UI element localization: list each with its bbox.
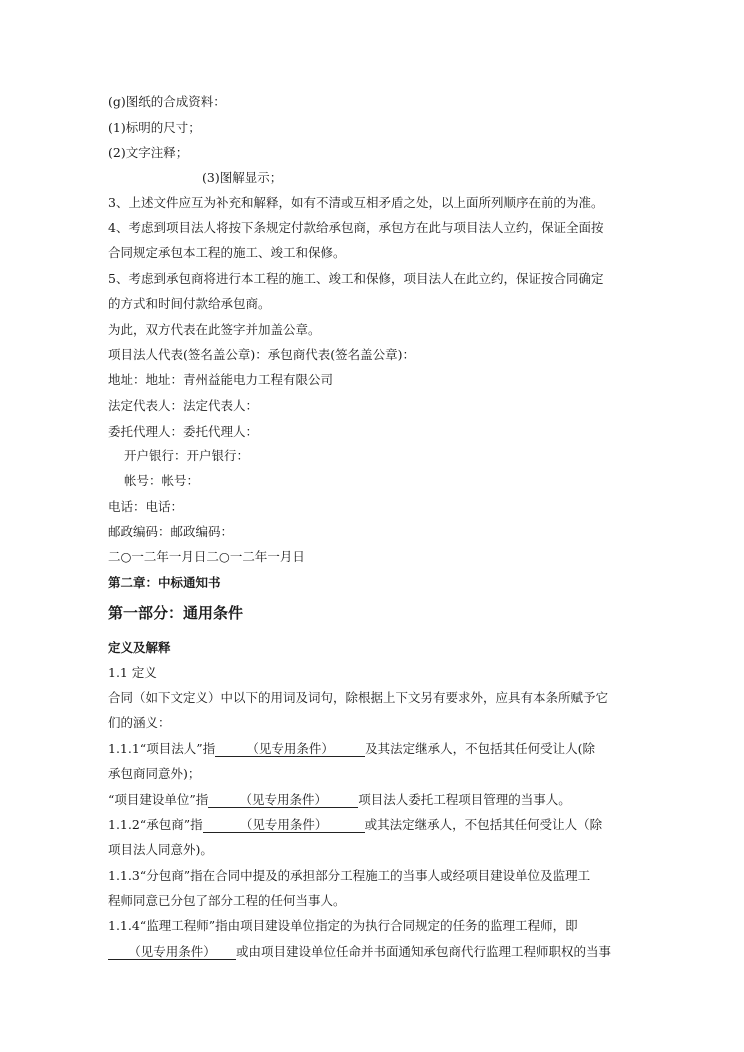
spec-reference: （见专用条件） <box>215 742 365 757</box>
definition-1-1-3-line-2: 程师同意已分包了部分工程的任何当事人。 <box>108 893 346 908</box>
definition-label: 1.1.2“承包商”指 <box>108 817 203 832</box>
bank-line: 开户银行：开户银行： <box>124 448 250 463</box>
postcode-line: 邮政编码：邮政编码： <box>108 524 234 539</box>
clause-4-line-2: 合同规定承包本工程的施工、竣工和保修。 <box>108 245 346 260</box>
subsection-1-1: 1.1 定义 <box>108 665 157 680</box>
definition-1-1-4-line-1: 1.1.4“监理工程师”指由项目建设单位指定的为执行合同规定的任务的监理工程师，即 <box>108 918 578 933</box>
definition-label: “项目建设单位”指 <box>108 792 209 807</box>
text-annotation-item: (2)文字注释； <box>108 145 189 160</box>
definition-text: 或其法定继承人，不包括其任何受让人（除 <box>364 817 603 832</box>
spec-reference: （见专用条件） <box>208 793 358 808</box>
phone-line: 电话：电话： <box>108 499 184 514</box>
chapter-2-title: 第二章：中标通知书 <box>108 575 221 590</box>
date-line: 二○一二年一月日二○一二年一月日 <box>108 549 305 564</box>
definition-building-unit <box>108 792 571 808</box>
representatives-line: 项目法人代表(签名盖公章)：承包商代表(签名盖公章)： <box>108 347 416 362</box>
definition-text: 或由项目建设单位任命并书面通知承包商代行监理工程师职权的当事 <box>236 944 612 959</box>
legal-rep-line: 法定代表人：法定代表人： <box>108 398 259 413</box>
definition-text: 及其法定继承人，不包括其任何受让人(除 <box>365 741 595 756</box>
dimension-item: (1)标明的尺寸； <box>108 120 201 135</box>
agent-line: 委托代理人：委托代理人： <box>108 424 259 439</box>
spec-reference: （见专用条件） <box>203 818 365 833</box>
definition-1-1-2-cont: 项目法人同意外)。 <box>108 842 213 857</box>
address-line: 地址：地址：青州益能电力工程有限公司 <box>108 372 334 387</box>
intro-line-1: 合同（如下文定义）中以下的用词及词句，除根据上下文另有要求外，应具有本条所赋予它 <box>108 690 609 705</box>
definition-label: 1.1.1“项目法人”指 <box>108 741 216 756</box>
definition-1-1-2 <box>108 817 602 833</box>
section-title: 定义及解释 <box>108 640 171 655</box>
drawing-composite-item: (g)图纸的合成资料： <box>108 94 226 109</box>
intro-line-2: 们的涵义： <box>108 715 171 730</box>
definition-1-1-4-line-2 <box>108 944 611 960</box>
signing-statement: 为此，双方代表在此签字并加盖公章。 <box>108 322 321 337</box>
clause-3: 3、上述文件应互为补充和解释，如有不清或互相矛盾之处，以上面所列顺序在前的为准。 <box>108 195 604 210</box>
definition-1-1-3-line-1: 1.1.3“分包商”指在合同中提及的承担部分工程施工的当事人或经项目建设单位及监理工 <box>108 868 591 883</box>
definition-1-1-1 <box>108 741 595 757</box>
part-1-title: 第一部分：通用条件 <box>108 604 244 622</box>
clause-5-line-1: 5、考虑到承包商将进行本工程的施工、竣工和保修，项目法人在此立约，保证按合同确定 <box>108 271 604 286</box>
definition-text: 项目法人委托工程项目管理的当事人。 <box>358 792 571 807</box>
definition-1-1-1-cont: 承包商同意外)； <box>108 766 201 781</box>
diagram-display-item: (3)图解显示； <box>202 170 283 185</box>
account-line: 帐号：帐号： <box>124 473 200 488</box>
clause-4-line-1: 4、考虑到项目法人将按下条规定付款给承包商，承包方在此与项目法人立约，保证全面按 <box>108 220 604 235</box>
spec-reference: （见专用条件） <box>108 945 236 960</box>
clause-5-line-2: 的方式和时间付款给承包商。 <box>108 296 271 311</box>
